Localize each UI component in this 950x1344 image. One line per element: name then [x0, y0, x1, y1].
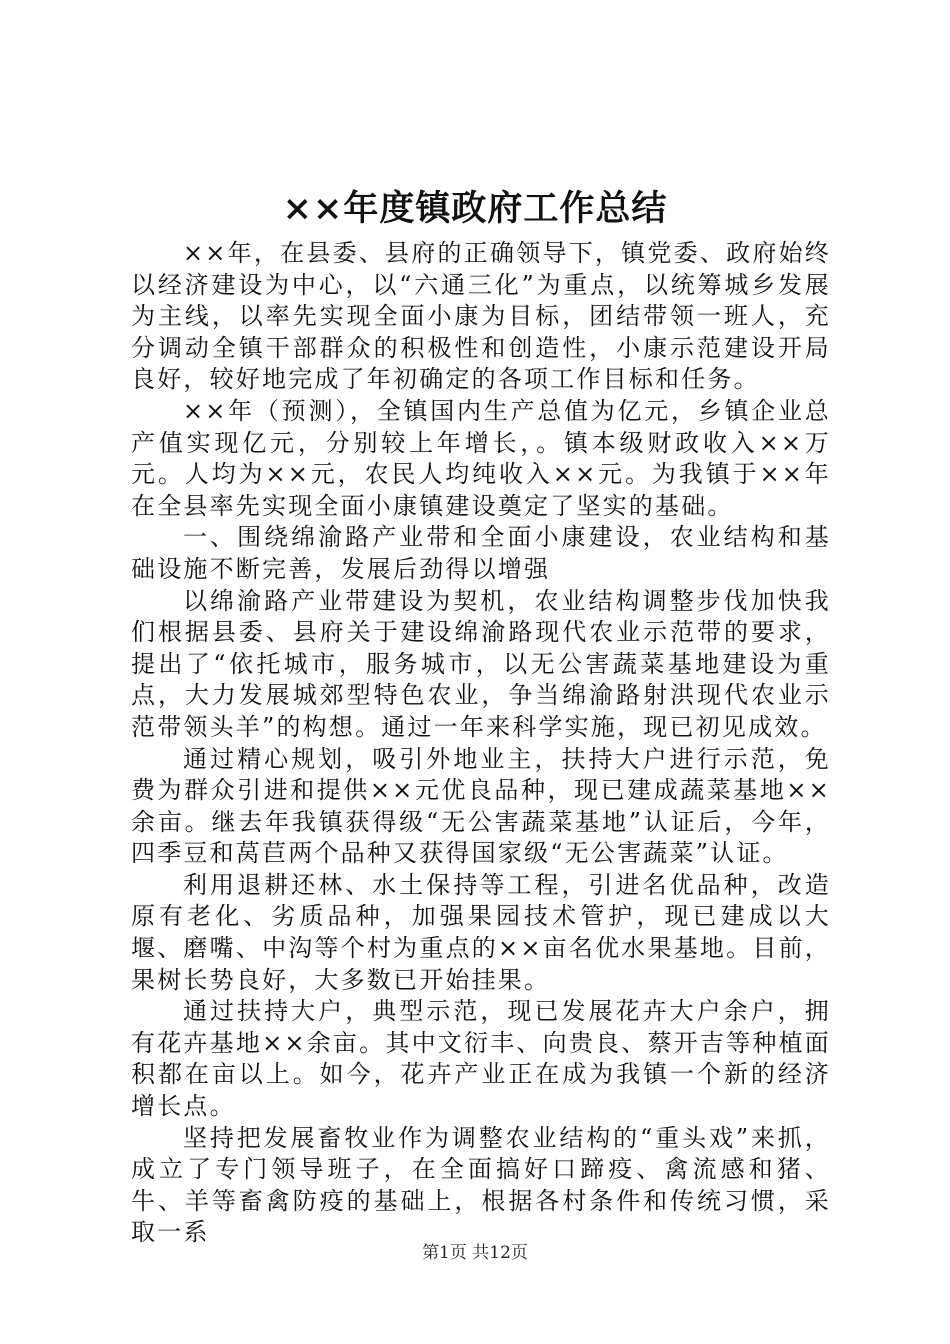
paragraph-livestock: 坚持把发展畜牧业作为调整农业结构的“重头戏”来抓，成立了专门领导班子，在全面搞好口蹄疫、禽流感和猪、牛、羊等畜禽防疫的基础上，根据各村条件和传统习惯，采取一系 [131, 1123, 831, 1247]
page-footer: 第1页 共12页 [422, 1243, 528, 1263]
paragraph-vegetable-base: 通过精心规划，吸引外地业主，扶持大户进行示范，免费为群众引进和提供××元优良品种，现已建成蔬菜基地××余亩。继去年我镇获得级“无公害蔬菜基地”认证后，今年，四季豆和莴苣两个品种又获得国家级“无公害蔬菜”认证。 [131, 744, 831, 868]
paragraph-economic-figures: ××年（预测），全镇国内生产总值为亿元，乡镇企业总产值实现亿元，分别较上年增长，。镇本级财政收入××万元。人均为××元，农民人均纯收入××元。为我镇于××年在全县率先实现全面小康镇建设奠定了坚实的基础。 [131, 396, 831, 520]
paragraph-flower-industry: 通过扶持大户，典型示范，现已发展花卉大户余户，拥有花卉基地××余亩。其中文衍丰、向贵良、蔡开吉等种植面积都在亩以上。如今，花卉产业正在成为我镇一个新的经济增长点。 [131, 997, 831, 1121]
document-title: ××年度镇政府工作总结 [282, 188, 668, 229]
paragraph-industry-belt: 以绵渝路产业带建设为契机，农业结构调整步伐加快我们根据县委、县府关于建设绵渝路现代农业示范带的要求，提出了“依托城市，服务城市，以无公害蔬菜基地建设为重点，大力发展城郊型特色农业，争当绵渝路射洪现代农业示范带领头羊”的构想。通过一年来科学实施，现已初见成效。 [131, 586, 831, 741]
section-heading-1: 一、围绕绵渝路产业带和全面小康建设，农业结构和基础设施不断完善，发展后劲得以增强 [131, 523, 831, 583]
paragraph-fruit-base: 利用退耕还林、水土保持等工程，引进名优品种，改造原有老化、劣质品种，加强果园技术管护，现已建成以大堰、磨嘴、中沟等个村为重点的××亩名优水果基地。目前，果树长势良好，大多数已开始挂果。 [131, 870, 831, 994]
paragraph-intro: ××年，在县委、县府的正确领导下，镇党委、政府始终以经济建设为中心，以“六通三化”为重点，以统筹城乡发展为主线，以率先实现全面小康为目标，团结带领一班人，充分调动全镇干部群众的积极性和创造性，小康示范建设开局良好，较好地完成了年初确定的各项工作目标和任务。 [131, 239, 831, 394]
document-body [131, 238, 831, 1249]
